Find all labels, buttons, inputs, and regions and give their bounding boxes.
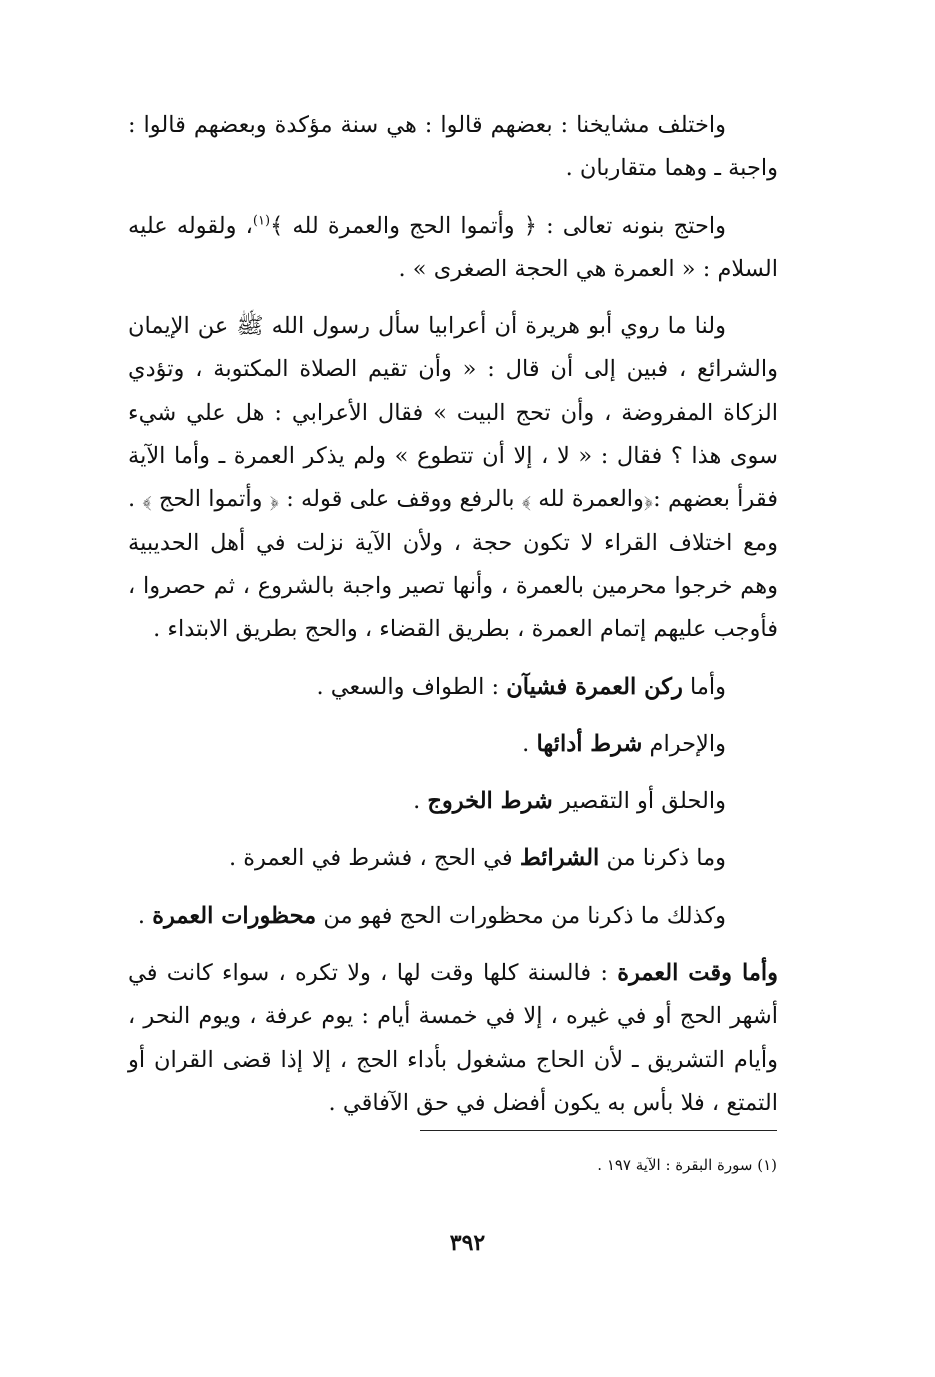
footnote: (١) سورة البقرة : الآية ١٩٧ .	[597, 1156, 777, 1174]
footnote-marker: (١)	[252, 213, 271, 229]
text-segment: والإحرام	[649, 730, 726, 757]
paragraph-argument	[128, 205, 778, 292]
text-segment: .	[522, 730, 530, 757]
text-segment: وما ذكرنا من	[606, 845, 726, 872]
main-text	[128, 104, 778, 1139]
paragraph-conditions	[128, 837, 778, 880]
text-segment: .	[137, 902, 146, 929]
bold-term: شرط أدائها	[536, 730, 643, 757]
footnote-divider	[420, 1130, 777, 1131]
paragraph-text: واختلف مشايخنا : بعضهم قالوا : هي سنة مؤكدة وبعضهم قالوا : واجبة ـ وهما متقاربان .	[128, 112, 778, 182]
hadith-quote: ، ولقوله عليه السلام : « العمرة هي الحجة الصغرى » .	[128, 212, 778, 282]
page-number: ٣٩٢	[449, 1230, 486, 1256]
bold-term: وأما وقت العمرة	[617, 960, 778, 987]
text-segment: وكذلك ما ذكرنا من محظورات الحج فهو من	[323, 902, 726, 929]
text-segment: : الطواف والسعي .	[316, 673, 500, 700]
paragraph-shaving	[128, 780, 778, 823]
bold-term: شرط الخروج	[427, 788, 553, 815]
text-segment: : فالسنة كلها وقت لها ، ولا تكره ، سواء كانت في أشهر الحج أو في غيره ، إلا في خمسة أيام : يوم عرفة ، ويوم النحر ، وأيام التشريق ـ لأن الحاج مشغول بأداء الحج ، إلا إذا قضى القران أو التمتع ، فلا بأس به يكون أفضل في حق الآفاقي .	[128, 960, 778, 1116]
paragraph-pillar	[128, 666, 778, 709]
text-segment: .	[413, 788, 421, 815]
text-segment: في الحج ، فشرط في العمرة .	[228, 845, 513, 872]
paragraph-evidence	[128, 305, 778, 651]
paragraph-timing	[128, 952, 778, 1125]
text-segment: وأما	[689, 673, 726, 700]
quran-quote: واحتج بنونه تعالى : ﴿ وأتموا الحج والعمرة لله ﴾	[270, 212, 727, 239]
paragraph-ihram	[128, 723, 778, 766]
paragraph-prohibitions	[128, 895, 778, 938]
bold-term: الشرائط	[519, 845, 600, 872]
paragraph-opinions	[128, 104, 778, 191]
text-segment: والحلق أو التقصير	[559, 788, 726, 815]
bold-term: محظورات العمرة	[152, 902, 317, 929]
paragraph-text: ولنا ما روي أبو هريرة أن أعرابيا سأل رسول الله ﷺ عن الإيمان والشرائع ، فبين إلى أن قال : « وأن تقيم الصلاة المكتوبة ، وتؤدي الزكاة المفروضة ، وأن تحج البيت » فقال الأعرابي : هل علي شيء سوى هذا ؟ فقال : « لا ، إلا أن تتطوع » ولم يذكر العمرة ـ وأما الآية فقرأ بعضهم :﴿والعمرة لله ﴾ بالرفع ووقف على قوله : ﴿ وأتموا الحج ﴾ . ومع اختلاف القراء لا تكون حجة ، ولأن الآية نزلت في أهل الحديبية وهم خرجوا محرمين بالعمرة ، وأنها تصير واجبة بالشروع ، ثم حصروا ، فأوجب عليهم إتمام العمرة ، بطريق القضاء ، والحج بطريق الابتداء .	[128, 313, 778, 643]
bold-term: ركن العمرة فشيآن	[506, 673, 683, 700]
